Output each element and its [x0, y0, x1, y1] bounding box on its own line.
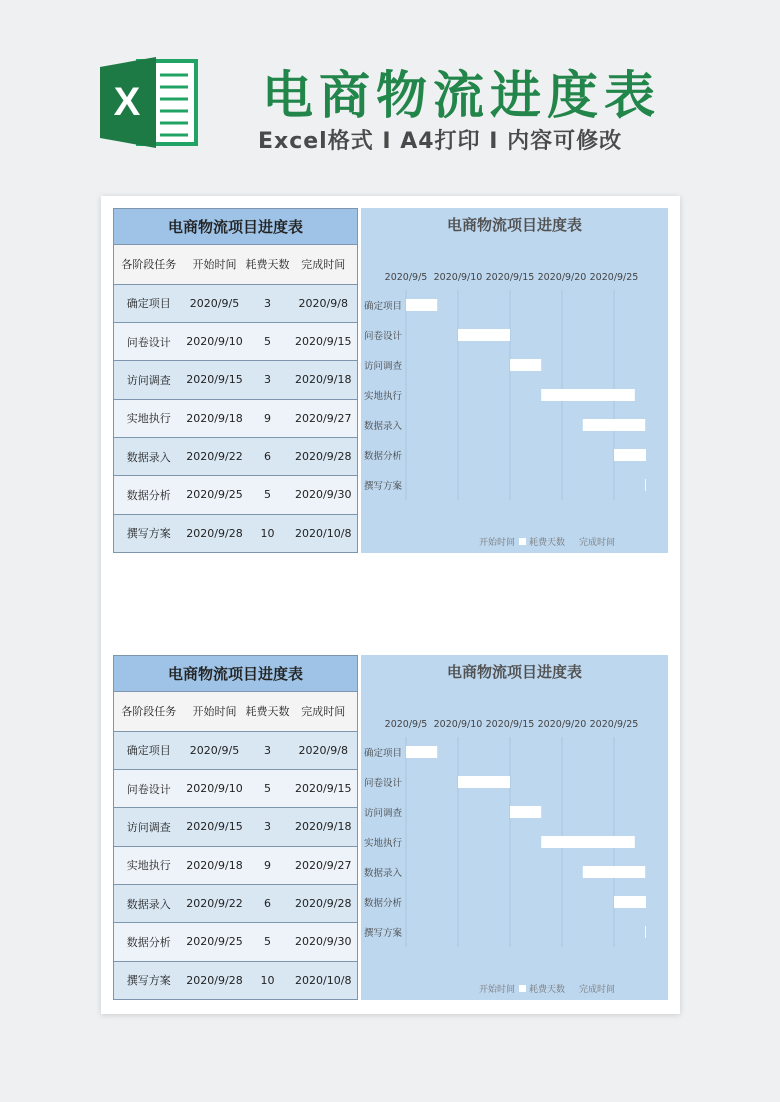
table-cell[interactable]: 5 [246, 476, 290, 514]
table-cell[interactable]: 6 [246, 884, 290, 922]
gantt-bar [510, 359, 541, 371]
table-cell[interactable]: 确定项目 [114, 731, 184, 769]
y-category-label: 访问调查 [364, 361, 403, 372]
table-cell[interactable]: 2020/9/27 [290, 399, 358, 437]
table-cell[interactable]: 5 [246, 322, 290, 360]
legend-label: 完成时间 [579, 985, 616, 995]
table-row [114, 846, 358, 884]
table-cell[interactable]: 撰写方案 [114, 514, 184, 552]
table-header-row [114, 245, 358, 284]
table-cell[interactable]: 2020/9/30 [290, 476, 358, 514]
y-category-label: 撰写方案 [364, 481, 403, 492]
y-category-label: 问卷设计 [364, 331, 403, 342]
page-subtitle: Excel格式 I A4打印 I 内容可修改 [258, 129, 623, 154]
table-cell[interactable]: 数据分析 [114, 476, 184, 514]
y-category-label: 确定项目 [364, 748, 403, 759]
x-tick-label: 2020/9/20 [537, 719, 587, 730]
table-header-row [114, 692, 358, 731]
y-category-label: 确定项目 [364, 301, 403, 312]
table-cell[interactable]: 5 [246, 769, 290, 807]
legend-label: 耗费天数 [529, 985, 566, 995]
x-tick-label: 2020/9/25 [589, 719, 639, 730]
table-cell[interactable]: 数据录入 [114, 884, 184, 922]
table-cell[interactable]: 9 [246, 846, 290, 884]
progress-table [113, 655, 358, 1000]
table-cell[interactable]: 2020/9/5 [184, 284, 246, 322]
table-cell[interactable]: 10 [246, 514, 290, 552]
table-cell[interactable]: 实地执行 [114, 399, 184, 437]
gantt-bar [541, 389, 635, 401]
table-row [114, 808, 358, 846]
gantt-chart-svg [361, 208, 668, 553]
legend-label: 开始时间 [479, 538, 516, 548]
table-cell[interactable]: 2020/9/18 [184, 846, 246, 884]
y-category-label: 撰写方案 [364, 928, 403, 939]
table-row [114, 884, 358, 922]
column-header: 耗费天数 [246, 692, 290, 731]
legend-label: 开始时间 [479, 985, 516, 995]
table-row [114, 514, 358, 552]
table-cell[interactable]: 2020/9/15 [184, 361, 246, 399]
table-cell[interactable]: 问卷设计 [114, 769, 184, 807]
table-cell[interactable]: 10 [246, 961, 290, 999]
x-tick-label: 2020/9/10 [433, 719, 483, 730]
table-cell[interactable]: 2020/9/18 [290, 361, 358, 399]
table-cell[interactable]: 2020/9/25 [184, 476, 246, 514]
gantt-bar [645, 479, 646, 491]
table-cell[interactable]: 2020/9/25 [184, 923, 246, 961]
table-row [114, 361, 358, 399]
column-header: 完成时间 [290, 692, 358, 731]
table-row [114, 284, 358, 322]
column-header: 开始时间 [184, 692, 246, 731]
x-tick-label: 2020/9/5 [384, 719, 428, 730]
table-cell[interactable]: 5 [246, 923, 290, 961]
table-cell[interactable]: 数据分析 [114, 923, 184, 961]
gantt-bar [406, 299, 437, 311]
table-cell[interactable]: 3 [246, 361, 290, 399]
table-cell[interactable]: 2020/9/15 [290, 322, 358, 360]
column-header: 各阶段任务 [114, 692, 184, 731]
gantt-bar [458, 329, 510, 341]
table-cell[interactable]: 3 [246, 284, 290, 322]
table-cell[interactable]: 2020/9/18 [184, 399, 246, 437]
table-row [114, 769, 358, 807]
table-cell[interactable]: 数据录入 [114, 437, 184, 475]
table-cell[interactable]: 2020/9/30 [290, 923, 358, 961]
table-cell[interactable]: 2020/9/15 [290, 769, 358, 807]
table-cell[interactable]: 2020/9/8 [290, 284, 358, 322]
y-category-label: 数据分析 [364, 451, 403, 462]
table-row [114, 731, 358, 769]
gantt-bar [614, 449, 646, 461]
table-cell[interactable]: 2020/9/28 [290, 884, 358, 922]
table-cell[interactable]: 3 [246, 808, 290, 846]
y-category-label: 数据分析 [364, 898, 403, 909]
table-cell[interactable]: 2020/10/8 [290, 961, 358, 999]
gantt-bar [406, 746, 437, 758]
y-category-label: 访问调查 [364, 808, 403, 819]
legend-swatch [519, 985, 526, 992]
table-cell[interactable]: 9 [246, 399, 290, 437]
y-category-label: 问卷设计 [364, 778, 403, 789]
table-cell[interactable]: 问卷设计 [114, 322, 184, 360]
table-cell[interactable]: 2020/9/10 [184, 769, 246, 807]
y-category-label: 数据录入 [364, 868, 403, 879]
column-header: 耗费天数 [246, 245, 290, 284]
progress-table [113, 208, 358, 553]
table-cell[interactable]: 2020/9/15 [184, 808, 246, 846]
table-cell[interactable]: 访问调查 [114, 361, 184, 399]
table-cell[interactable]: 访问调查 [114, 808, 184, 846]
gantt-bar [583, 866, 645, 878]
gantt-chart-svg [361, 655, 668, 1000]
legend-label: 耗费天数 [529, 538, 566, 548]
table-row [114, 322, 358, 360]
y-category-label: 实地执行 [364, 391, 403, 402]
excel-logo-letter: X [113, 80, 141, 124]
table-cell[interactable]: 2020/10/8 [290, 514, 358, 552]
x-tick-label: 2020/9/20 [537, 272, 587, 283]
table-title: 电商物流项目进度表 [114, 656, 358, 692]
table-row [114, 476, 358, 514]
table-cell[interactable]: 2020/9/28 [184, 961, 246, 999]
table-cell[interactable]: 3 [246, 731, 290, 769]
gantt-chart [361, 655, 668, 1000]
gantt-bar [645, 926, 646, 938]
column-header: 各阶段任务 [114, 245, 184, 284]
x-tick-label: 2020/9/15 [485, 272, 535, 283]
document-page [101, 196, 680, 1014]
header [0, 0, 780, 175]
progress-section-2 [113, 655, 668, 1001]
table-cell[interactable]: 2020/9/22 [184, 437, 246, 475]
excel-icon [100, 55, 200, 150]
table-cell[interactable]: 2020/9/27 [290, 846, 358, 884]
table-cell[interactable]: 实地执行 [114, 846, 184, 884]
x-tick-label: 2020/9/5 [384, 272, 428, 283]
table-row [114, 399, 358, 437]
table-cell[interactable]: 撰写方案 [114, 961, 184, 999]
table-cell[interactable]: 2020/9/10 [184, 322, 246, 360]
chart-title: 电商物流项目进度表 [446, 663, 583, 681]
page-title: 电商物流进度表 [262, 67, 662, 126]
table-cell[interactable]: 6 [246, 437, 290, 475]
table-cell[interactable]: 2020/9/5 [184, 731, 246, 769]
table-row [114, 923, 358, 961]
gantt-bar [583, 419, 645, 431]
column-header: 完成时间 [290, 245, 358, 284]
table-row [114, 961, 358, 999]
chart-title: 电商物流项目进度表 [446, 216, 583, 234]
progress-section-1 [113, 208, 668, 554]
x-tick-label: 2020/9/25 [589, 272, 639, 283]
gantt-bar [458, 776, 510, 788]
table-cell[interactable]: 2020/9/28 [290, 437, 358, 475]
x-tick-label: 2020/9/15 [485, 719, 535, 730]
table-cell[interactable]: 确定项目 [114, 284, 184, 322]
legend-label: 完成时间 [579, 538, 616, 548]
table-cell[interactable]: 2020/9/28 [184, 514, 246, 552]
y-category-label: 数据录入 [364, 421, 403, 432]
table-title: 电商物流项目进度表 [114, 209, 358, 245]
gantt-chart [361, 208, 668, 553]
table-cell[interactable]: 2020/9/22 [184, 884, 246, 922]
gantt-bar [541, 836, 635, 848]
table-cell[interactable]: 2020/9/8 [290, 731, 358, 769]
legend-swatch [519, 538, 526, 545]
table-row [114, 437, 358, 475]
column-header: 开始时间 [184, 245, 246, 284]
gantt-bar [614, 896, 646, 908]
x-tick-label: 2020/9/10 [433, 272, 483, 283]
y-category-label: 实地执行 [364, 838, 403, 849]
table-cell[interactable]: 2020/9/18 [290, 808, 358, 846]
gantt-bar [510, 806, 541, 818]
